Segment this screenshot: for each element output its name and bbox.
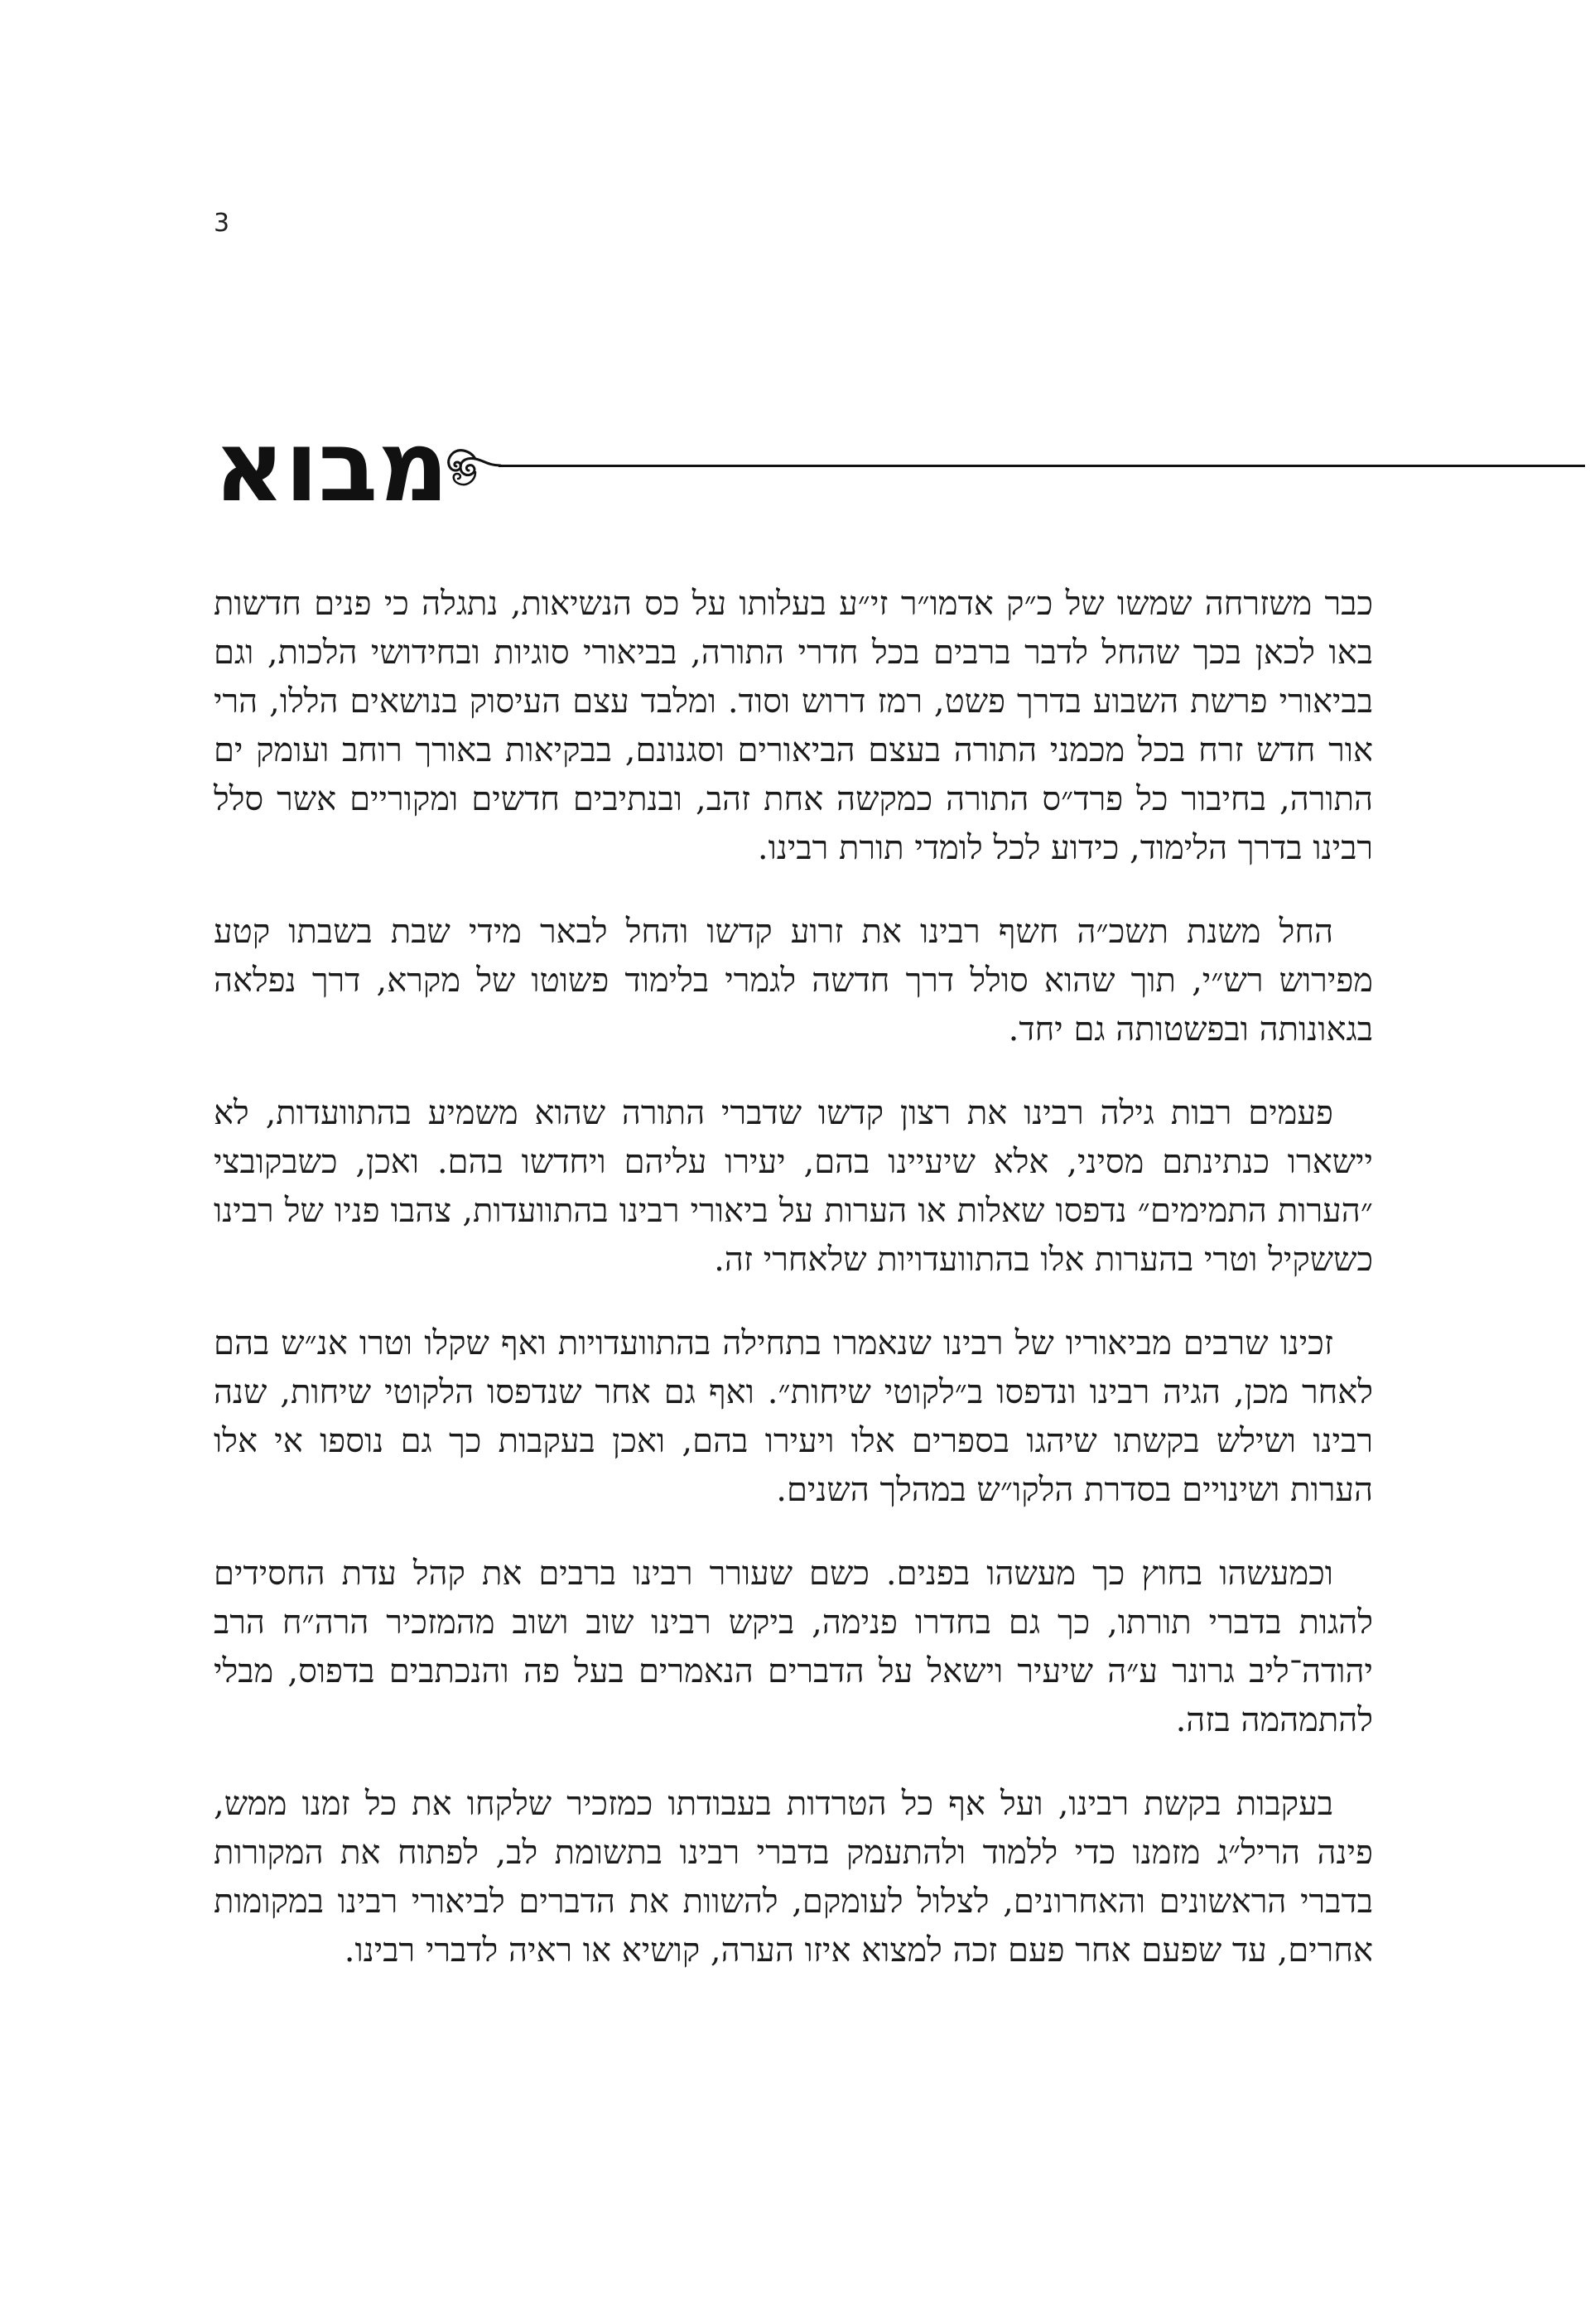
chapter-heading — [214, 409, 1373, 523]
chapter-title: מבוא — [214, 409, 449, 523]
body-text — [214, 580, 1373, 2010]
page-number: 3 — [214, 209, 230, 238]
heading-rule — [499, 465, 1585, 467]
paragraph: פעמים רבות גילה רבינו את רצון קדשו שדברי התורה שהוא משמיע בהתוועדות, לא יישארו כנתינתם מסיני, אלא שיעיינו בהם, יעירו עליהם ויחדשו בהם. ואכן, כשבקובצי ״הערות התמימים״ נדפסו שאלות או הערות על ביאורי רבינו בהתוועדות, צהבו פניו של רבינו כששקיל וטרי בהערות אלו בהתוועדויות שלאחרי זה. — [214, 1094, 1373, 1279]
paragraph: זכינו שרבים מביאוריו של רבינו שנאמרו בתחילה בהתוועדויות ואף שקלו וטרו אנ״ש בהם לאחר מכן, הגיה רבינו ונדפסו ב״לקוטי שיחות״. ואף גם אחר שנדפסו הלקוטי שיחות, שנה רבינו ושילש בקשתו שיהגו בספרים אלו ויעירו בהם, ואכן בעקבות כך גם נוספו אי אלו הערות ושינויים בסדרת הלקו״ש במהלך השנים. — [214, 1324, 1373, 1509]
paragraph: בעקבות בקשת רבינו, ועל אף כל הטרדות בעבודתו כמזכיר שלקחו את כל זמנו ממש, פינה הריל״ג מזמנו כדי ללמוד ולהתעמק בדברי רבינו בתשומת לב, לפתוח את המקורות בדברי הראשונים והאחרונים, לצלול לעומקם, להשוות את הדברים לביאורי רבינו במקומות אחרים, עד שפעם אחר פעם זכה למצוא איזו הערה, קושיא או ראיה לדברי רבינו. — [214, 1785, 1373, 1970]
paragraph: החל משנת תשכ״ה חשף רבינו את זרוע קדשו והחל לבאר מידי שבת בשבתו קטע מפירוש רש״י, תוך שהוא סולל דרך חדשה לגמרי בלימוד פשוטו של מקרא, דרך נפלאה בגאונותה ובפשטותה גם יחד. — [214, 913, 1373, 1049]
scroll-flourish-icon — [442, 436, 504, 497]
paragraph: כבר משזרחה שמשו של כ״ק אדמו״ר זי״ע בעלותו על כס הנשיאות, נתגלה כי פנים חדשות באו לכאן בכך שהחל לדבר ברבים בכל חדרי התורה, בביאורי סוגיות ובחידושי הלכות, וגם בביאורי פרשת השבוע בדרך פשט, רמז דרוש וסוד. ומלבד עצם העיסוק בנושאים הללו, הרי אור חדש זרח בכל מכמני התורה בעצם הביאורים וסגנונם, בבקיאות באורך רוחב ועומק ים התורה, בחיבור כל פרד״ס התורה כמקשה אחת זהב, ובנתיבים חדשים ומקוריים אשר סלל רבינו בדרך הלימוד, כידוע לכל לומדי תורת רבינו. — [214, 585, 1373, 867]
paragraph: וכמעשהו בחוץ כך מעשהו בפנים. כשם שעורר רבינו ברבים את קהל עדת החסידים להגות בדברי תורתו, כך גם בחדרו פנימה, ביקש רבינו שוב ושוב מהמזכיר הרה״ח הרב יהודה־ליב גרונר ע״ה שיעיר וישאל על הדברים הנאמרים בעל פה והנכתבים בדפוס, מבלי להתמהמה בזה. — [214, 1555, 1373, 1739]
